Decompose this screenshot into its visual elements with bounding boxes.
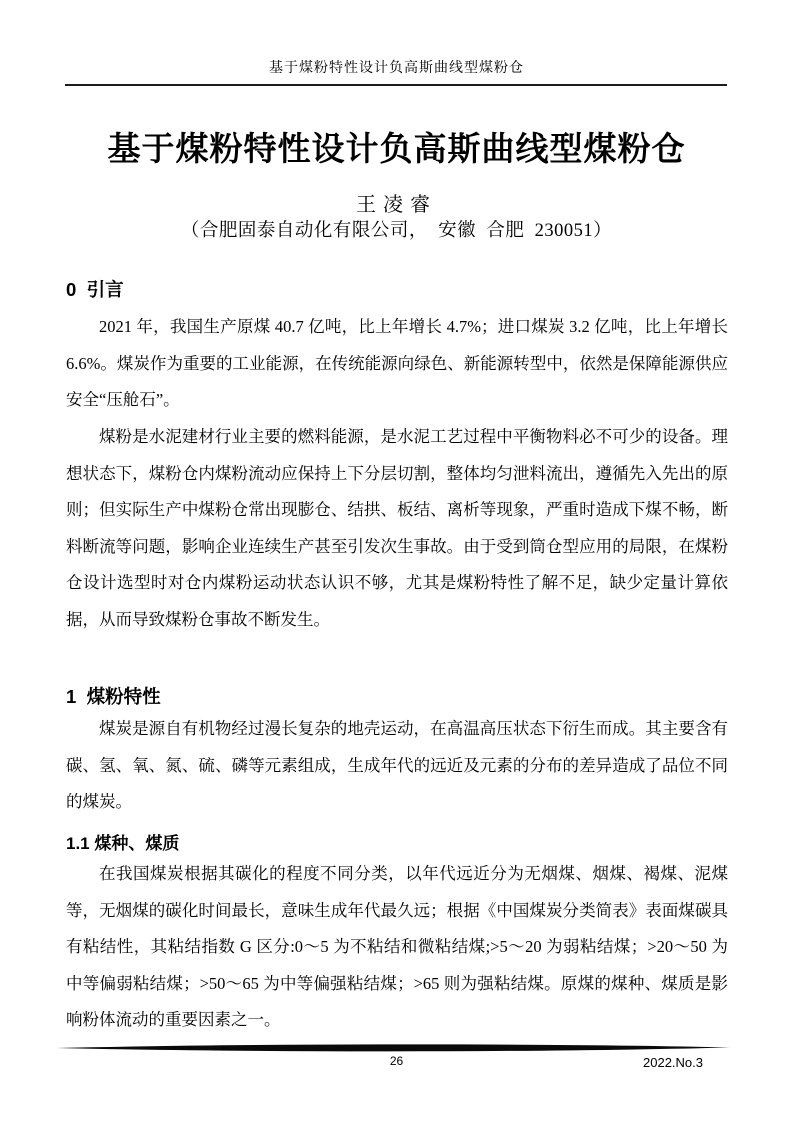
paper-title: 基于煤粉特性设计负高斯曲线型煤粉仓 — [107, 130, 686, 167]
author-name: 王凌睿 — [356, 194, 437, 216]
section-heading-coal-type: 1.1 煤种、煤质 — [66, 834, 180, 853]
footer-rule-spindle — [56, 1043, 730, 1053]
running-header-title: 基于煤粉特性设计负高斯曲线型煤粉仓 — [269, 61, 524, 76]
header-rule — [65, 84, 727, 86]
paragraph-intro-2: 煤粉是水泥建材行业主要的燃料能源，是水泥工艺过程中平衡物料必不可少的设备。理想状态下，煤粉仓内煤粉流动应保持上下分层切割，整体均匀泄料流出，遵循先入先出的原则；但实际生产中煤粉仓常出现膨仓、结拱、板结、离析等现象，严重时造成下煤不畅，断料断流等问题，影响企业连续生产甚至引发次生事故。由于受到筒仓型应用的局限，在煤粉仓设计选型时对仓内煤粉运动状态认识不够，尤其是煤粉特性了解不足，缺少定量计算依据，从而导致煤粉仓事故不断发生。 — [66, 427, 728, 629]
paragraph-intro-1: 2021 年，我国生产原煤 40.7 亿吨，比上年增长 4.7%；进口煤炭 3.2 亿吨，比上年增长 6.6%。煤炭作为重要的工业能源，在传统能源向绿色、新能源转型中，依然是保障能源供应安全“压舱石”。 — [66, 317, 728, 409]
paragraph-coal-1: 煤炭是源自有机物经过漫长复杂的地壳运动，在高温高压状态下衍生而成。其主要含有碳、氢、氧、氮、硫、磷等元素组成，生成年代的远近及元素的分布的差异造成了品位不同的煤炭。 — [66, 719, 728, 811]
author-affiliation: （合肥固泰自动化有限公司， 安徽 合肥 230051） — [180, 221, 613, 241]
footer-issue-label: 2022.No.3 — [643, 1055, 703, 1070]
section-heading-coal-properties: 1 煤粉特性 — [66, 686, 161, 707]
footer-page-number: 26 — [389, 1054, 404, 1068]
section-heading-intro: 0 引言 — [66, 279, 124, 300]
paragraph-coal-type-1: 在我国煤炭根据其碳化的程度不同分类，以年代远近分为无烟煤、烟煤、褐煤、泥煤等，无烟煤的碳化时间最长，意味生成年代最久远；根据《中国煤炭分类简表》表面煤碳具有粘结性，其粘结指数 G 区分:0～5 为不粘结和微粘结煤;>5～20 为弱粘结煤；>20～50 为中等偏弱粘结煤；>50～65 为中等偏强粘结煤；>65 则为强粘结煤。原煤的煤种、煤质是影响粉体流动的重要因素之一。 — [66, 864, 728, 1029]
